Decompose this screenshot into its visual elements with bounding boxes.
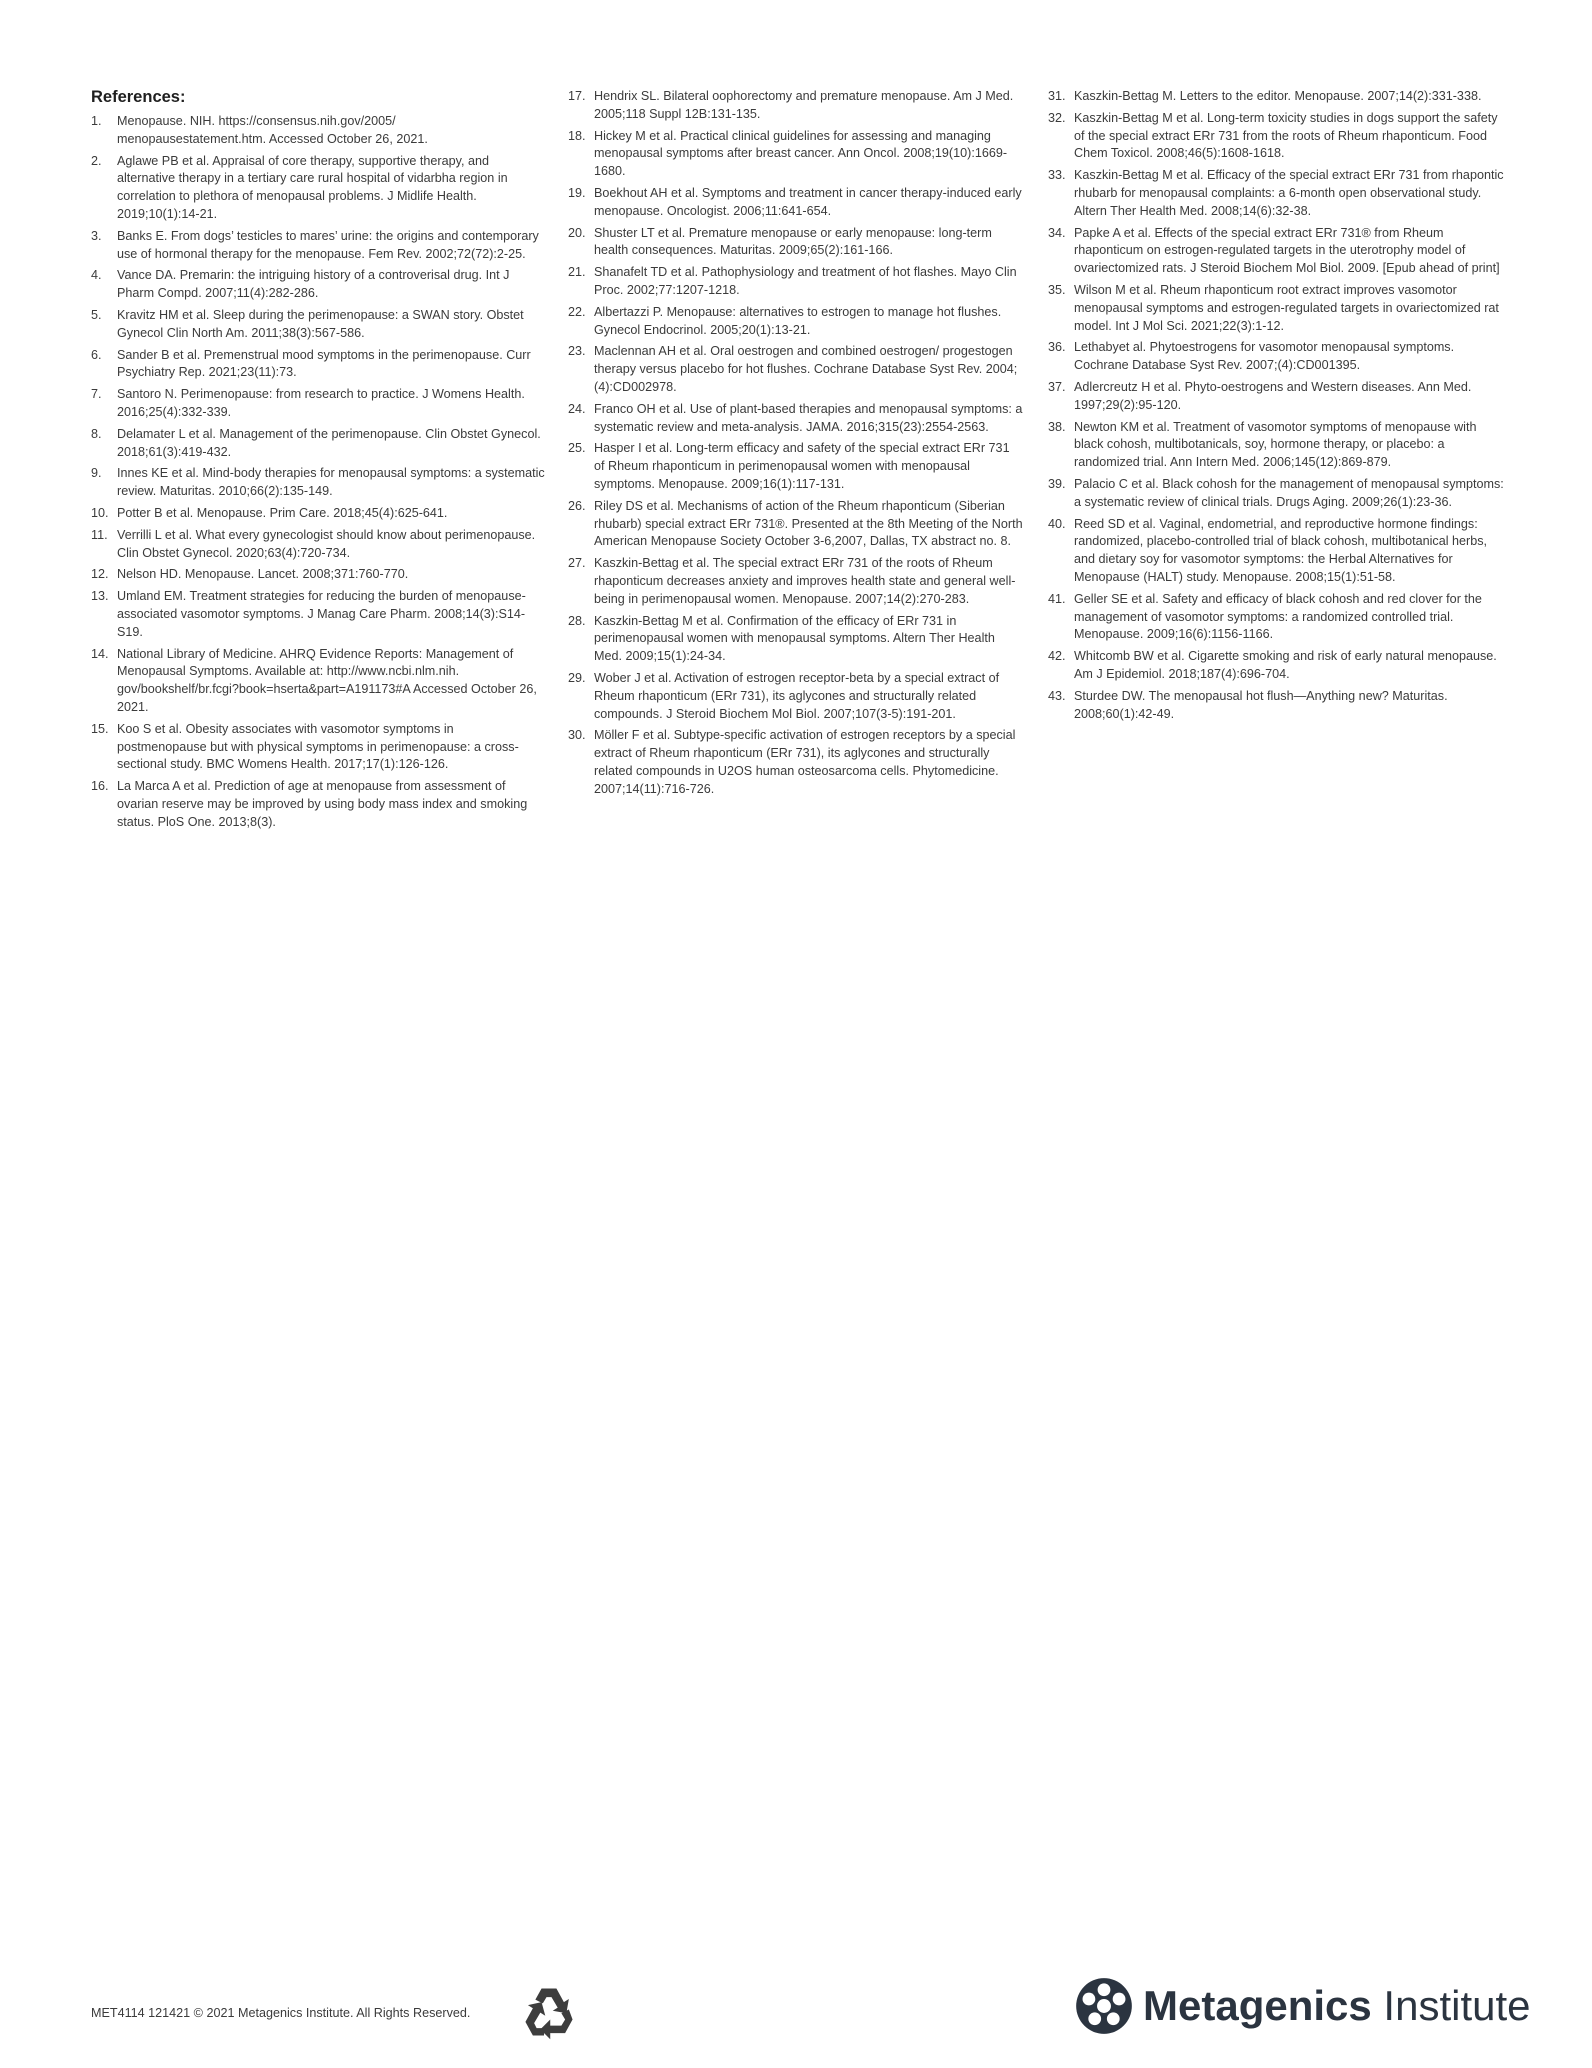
reference-item: 29. Wober J et al. Activation of estrogen receptor-beta by a special extract of Rheum rhaponticum (ERr 731), its aglycones and structurally related compounds. J Steroid Biochem Mol Biol. 2007;107(3-5):191-201. <box>568 670 1000 721</box>
reference-list <box>91 113 546 831</box>
metagenics-logo-icon <box>1075 1977 1133 2035</box>
reference-item: 2. Aglawe PB et al. Appraisal of core therapy, supportive therapy, and alternative therapy in a tertiary care rural hospital of vidarbha region in correlation to plethora of menopausal problems. J Midlife Health. 2019;10(1):14-21. <box>91 153 508 221</box>
references-column-2 <box>568 88 1023 802</box>
reference-item: 15. Koo S et al. Obesity associates with vasomotor symptoms in postmenopause but with physical symptoms in perimenopause: a cross-sectional study. BMC Womens Health. 2017;17(1):126-126. <box>91 721 519 772</box>
reference-item: 36. Lethabyet al. Phytoestrogens for vasomotor menopausal symptoms. Cochrane Database Syst Rev. 2007;(4):CD001395. <box>1048 340 1455 373</box>
reference-item: 30. Möller F et al. Subtype-specific activation of estrogen receptors by a special extract of Rheum rhaponticum (ERr 731), its aglycones and structurally related compounds in U2OS human osteosarcoma cells. Phytomedicine. 2007;14(11):716-726. <box>568 728 1016 796</box>
reference-item: 16. La Marca A et al. Prediction of age at menopause from assessment of ovarian reserve may be improved by using body mass index and smoking status. PloS One. 2013;8(3). <box>91 779 528 829</box>
reference-item: 9. Innes KE et al. Mind-body therapies for menopausal symptoms: a systematic review. Maturitas. 2010;66(2):135-149. <box>91 466 545 499</box>
reference-item: 41. Geller SE et al. Safety and efficacy of black cohosh and red clover for the management of vasomotor symptoms: a randomized controlled trial. Menopause. 2009;16(6):1156-1166. <box>1048 591 1482 642</box>
logo-word-institute: Institute <box>1383 1982 1531 2029</box>
reference-item: 11. Verrilli L et al. What every gynecologist should know about perimenopause. Clin Obstet Gynecol. 2020;63(4):720-734. <box>91 527 536 560</box>
reference-item: 19. Boekhout AH et al. Symptoms and treatment in cancer therapy-induced early menopause. Oncologist. 2006;11:641-654. <box>568 185 1022 218</box>
logo-wordmark <box>1143 1982 1531 2030</box>
copyright-text: MET4114 121421 © 2021 Metagenics Institute. All Rights Reserved. <box>91 2006 471 2020</box>
reference-item: 28. Kaszkin-Bettag M et al. Confirmation of the efficacy of ERr 731 in perimenopausal women with menopausal symptoms. Altern Ther Health Med. 2009;15(1):24-34. <box>568 613 995 664</box>
reference-item: 24. Franco OH et al. Use of plant-based therapies and menopausal symptoms: a systematic review and meta-analysis. JAMA. 2016;315(23):2554-2563. <box>568 401 1023 434</box>
metagenics-logo <box>1075 1976 1531 2036</box>
reference-item: 22. Albertazzi P. Menopause: alternatives to estrogen to manage hot flushes. Gynecol Endocrinol. 2005;20(1):13-21. <box>568 304 1002 337</box>
reference-item: 26. Riley DS et al. Mechanisms of action of the Rheum rhaponticum (Siberian rhubarb) special extract ERr 731®. Presented at the 8th Meeting of the North American Menopause Society October 3-6,2007, Dallas, TX abstract no. 8. <box>568 498 1023 549</box>
reference-item: 17. Hendrix SL. Bilateral oophorectomy and premature menopause. Am J Med. 2005;118 Suppl 12B:131-135. <box>568 89 1014 121</box>
reference-item: 20. Shuster LT et al. Premature menopause or early menopause: long-term health consequences. Maturitas. 2009;65(2):161-166. <box>568 225 992 258</box>
reference-item: 32. Kaszkin-Bettag M et al. Long-term toxicity studies in dogs support the safety of the special extract ERr 731 from the roots of Rheum rhaponticum. Food Chem Toxicol. 2008;46(5):1608-1618. <box>1048 110 1498 161</box>
recycle-icon <box>518 1981 580 2043</box>
reference-list <box>1048 88 1508 723</box>
reference-item: 1. Menopause. NIH. https://consensus.nih.gov/2005/ menopausestatement.htm. Accessed October 26, 2021. <box>91 114 428 146</box>
references-heading: References: <box>91 88 186 106</box>
reference-item: 35. Wilson M et al. Rheum rhaponticum root extract improves vasomotor menopausal symptoms and estrogen-regulated targets in ovariectomized rat model. Int J Mol Sci. 2021;22(3):1-12. <box>1048 282 1499 333</box>
reference-item: 6. Sander B et al. Premenstrual mood symptoms in the perimenopause. Curr Psychiatry Rep. 2021;23(11):73. <box>91 347 531 380</box>
reference-item: 8. Delamater L et al. Management of the perimenopause. Clin Obstet Gynecol. 2018;61(3):419-432. <box>91 426 541 459</box>
reference-item: 23. Maclennan AH et al. Oral oestrogen and combined oestrogen/ progestogen therapy versus placebo for hot flushes. Cochrane Database Syst Rev. 2004;(4):CD002978. <box>568 344 1018 394</box>
reference-item: 12. Nelson HD. Menopause. Lancet. 2008;371:760-770. <box>91 567 409 582</box>
reference-item: 40. Reed SD et al. Vaginal, endometrial, and reproductive hormone findings: randomized, placebo-controlled trial of black cohosh, multibotanical herbs, and dietary soy for vasomotor symptoms: the Herbal Alternatives for Menopause (HALT) study. Menopause. 2008;15(1):51-58. <box>1048 516 1488 584</box>
logo-word-metagenics: Metagenics <box>1143 1982 1372 2029</box>
reference-item: 5. Kravitz HM et al. Sleep during the perimenopause: a SWAN story. Obstet Gynecol Clin North Am. 2011;38(3):567-586. <box>91 307 524 340</box>
reference-item: 25. Hasper I et al. Long-term efficacy and safety of the special extract ERr 731 of Rheum rhaponticum in perimenopausal women with menopausal symptoms. Menopause. 2009;16(1):117-131. <box>568 441 1010 491</box>
reference-item: 33. Kaszkin-Bettag M et al. Efficacy of the special extract ERr 731 from rhapontic rhubarb for menopausal complaints: a 6-month open observational study. Altern Ther Health Med. 2008;14(6):32-38. <box>1048 168 1504 218</box>
reference-list <box>568 88 1023 798</box>
reference-item: 3. Banks E. From dogs’ testicles to mares’ urine: the origins and contemporary use of hormonal therapy for the menopause. Fem Rev. 2002;72(72):2-25. <box>91 228 539 261</box>
reference-item: 4. Vance DA. Premarin: the intriguing history of a controverisal drug. Int J Pharm Compd. 2007;11(4):282-286. <box>91 268 510 301</box>
reference-item: 43. Sturdee DW. The menopausal hot flush—Anything new? Maturitas. 2008;60(1):42-49. <box>1048 688 1448 721</box>
references-column-3 <box>1048 88 1508 727</box>
reference-item: 27. Kaszkin-Bettag et al. The special extract ERr 731 of the roots of Rheum rhaponticum decreases anxiety and improves health state and general well-being in perimenopausal women. Menopause. 2007;14(2):270-283. <box>568 556 1016 606</box>
reference-item: 39. Palacio C et al. Black cohosh for the management of menopausal symptoms: a systematic review of clinical trials. Drugs Aging. 2009;26(1):23-36. <box>1048 476 1504 509</box>
reference-item: 18. Hickey M et al. Practical clinical guidelines for assessing and managing menopausal symptoms after breast cancer. Ann Oncol. 2008;19(10):1669-1680. <box>568 128 1008 179</box>
reference-item: 38. Newton KM et al. Treatment of vasomotor symptoms of menopause with black cohosh, multibotanicals, soy, hormone therapy, or placebo: a randomized trial. Ann Intern Med. 2006;145(12):869-879. <box>1048 419 1477 470</box>
reference-item: 31. Kaszkin-Bettag M. Letters to the editor. Menopause. 2007;14(2):331-338. <box>1048 89 1482 103</box>
reference-item: 13. Umland EM. Treatment strategies for reducing the burden of menopause-associated vasomotor symptoms. J Manag Care Pharm. 2008;14(3):S14-S19. <box>91 589 526 639</box>
reference-item: 7. Santoro N. Perimenopause: from research to practice. J Womens Health. 2016;25(4):332-339. <box>91 387 525 419</box>
reference-item: 10. Potter B et al. Menopause. Prim Care. 2018;45(4):625-641. <box>91 505 448 520</box>
reference-item: 34. Papke A et al. Effects of the special extract ERr 731® from Rheum rhaponticum on estrogen-regulated targets in the uterotrophy model of ovariectomized rats. J Steroid Biochem Mol Biol. 2009. [Epub ahead of print] <box>1048 225 1500 276</box>
reference-item: 37. Adlercreutz H et al. Phyto-oestrogens and Western diseases. Ann Med. 1997;29(2):95-120. <box>1048 379 1472 412</box>
reference-item: 21. Shanafelt TD et al. Pathophysiology and treatment of hot flashes. Mayo Clin Proc. 2002;77:1207-1218. <box>568 265 1017 297</box>
references-column-1 <box>91 113 546 835</box>
reference-item: 42. Whitcomb BW et al. Cigarette smoking and risk of early natural menopause. Am J Epidemiol. 2018;187(4):696-704. <box>1048 649 1497 681</box>
reference-item: 14. National Library of Medicine. AHRQ Evidence Reports: Management of Menopausal Symptoms. Available at: http://www.ncbi.nlm.nih. gov/bookshelf/br.fcgi?book=hserta&part=A191173#A Accessed October 26, 2021. <box>91 646 537 714</box>
